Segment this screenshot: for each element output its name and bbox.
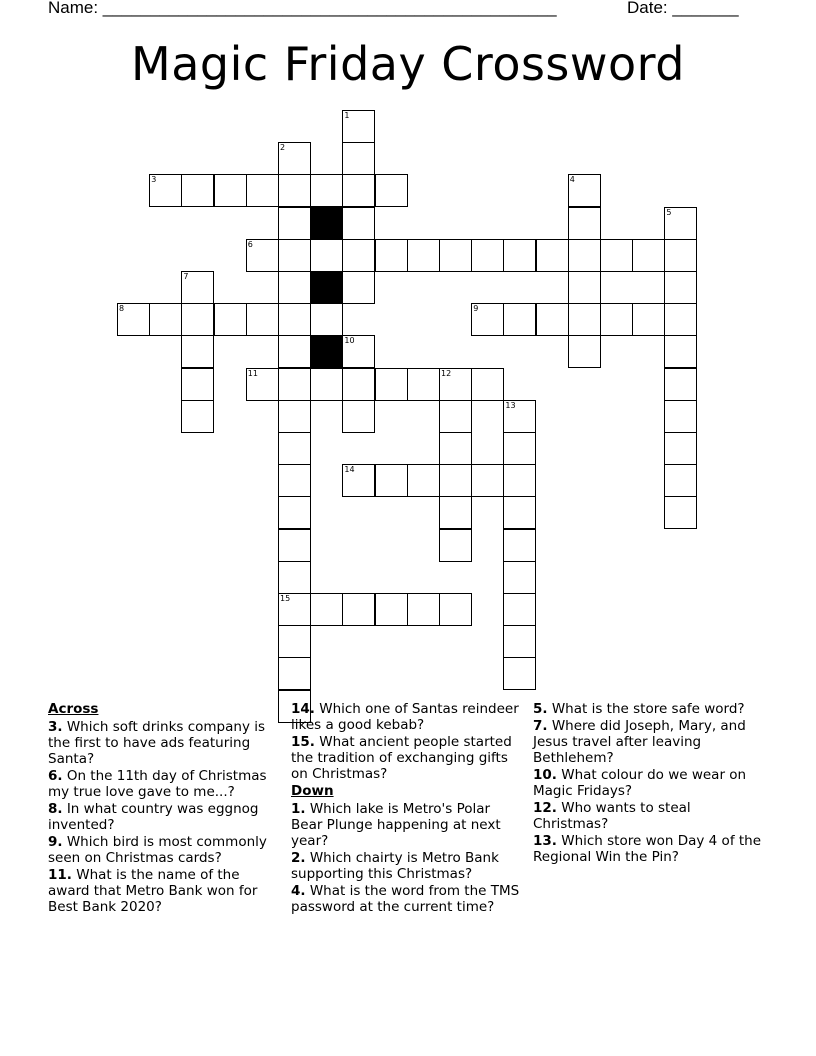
clue-number: 6.	[48, 768, 63, 784]
cell-number: 8	[119, 304, 125, 314]
clue-text: Which lake is Metro's Polar Bear Plunge happening at next year?	[291, 801, 501, 849]
grid-cell[interactable]	[439, 593, 472, 626]
cell-number: 2	[280, 143, 286, 153]
clue-number: 12.	[533, 800, 557, 816]
down-heading: Down	[291, 783, 334, 799]
grid-cell[interactable]	[407, 464, 440, 497]
grid-cell[interactable]	[342, 368, 375, 401]
clue-column-3	[533, 701, 763, 866]
cell-number: 7	[183, 272, 189, 281]
grid-cell[interactable]	[503, 625, 536, 658]
grid-cell[interactable]	[278, 432, 311, 465]
grid-cell[interactable]	[149, 303, 182, 336]
clue-number: 1.	[291, 801, 306, 817]
grid-cell[interactable]	[471, 368, 504, 401]
grid-cell[interactable]	[375, 174, 408, 207]
grid-cell[interactable]	[342, 593, 375, 626]
grid-cell[interactable]	[375, 239, 408, 272]
grid-cell[interactable]	[471, 239, 504, 272]
grid-cell[interactable]	[503, 593, 536, 626]
clue-down-1	[291, 801, 525, 849]
grid-cell[interactable]	[439, 432, 472, 465]
grid-cell[interactable]	[536, 303, 569, 336]
cell-number: 4	[569, 175, 575, 185]
grid-cell[interactable]	[503, 400, 536, 433]
grid-cell[interactable]	[503, 496, 536, 529]
grid-cell[interactable]	[181, 174, 214, 207]
clue-down-4	[291, 883, 525, 915]
grid-cell[interactable]	[664, 207, 697, 240]
clue-number: 5.	[533, 701, 548, 717]
cell-number: 3	[151, 175, 157, 185]
cell-number: 9	[473, 304, 479, 314]
clue-column-2	[291, 701, 525, 916]
grid-cell[interactable]	[664, 271, 697, 304]
grid-cell[interactable]	[342, 142, 375, 175]
clue-number: 9.	[48, 834, 63, 850]
grid-cell[interactable]	[568, 335, 601, 368]
grid-cell[interactable]	[503, 464, 536, 497]
clue-text: Which one of Santas reindeer likes a good kebab?	[291, 701, 519, 733]
grid-cell[interactable]	[310, 368, 343, 401]
grid-cell[interactable]	[471, 464, 504, 497]
clue-down-10	[533, 767, 763, 799]
grid-cell[interactable]	[278, 335, 311, 368]
grid-cell[interactable]	[278, 464, 311, 497]
grid-cell[interactable]	[407, 368, 440, 401]
grid-cell[interactable]	[375, 593, 408, 626]
clue-across-3	[48, 719, 280, 767]
grid-cell[interactable]	[568, 239, 601, 272]
grid-cell[interactable]	[342, 174, 375, 207]
grid-cell[interactable]	[278, 593, 311, 626]
clue-text: What is the name of the award that Metro Bank won for Best Bank 2020?	[48, 867, 258, 915]
grid-cell[interactable]	[342, 239, 375, 272]
grid-cell[interactable]	[503, 303, 536, 336]
clue-across-9	[48, 834, 280, 866]
clue-text: What is the word from the TMS password at the current time?	[291, 883, 520, 915]
date-field[interactable]: Date: _______	[627, 0, 739, 17]
cell-number: 10	[344, 336, 355, 346]
clue-number: 3.	[48, 719, 63, 735]
grid-cell[interactable]	[278, 303, 311, 336]
grid-cell[interactable]	[375, 368, 408, 401]
grid-cell[interactable]	[310, 593, 343, 626]
grid-cell[interactable]	[342, 464, 375, 497]
grid-cell[interactable]	[536, 239, 569, 272]
grid-cell[interactable]	[600, 303, 633, 336]
grid-cell[interactable]	[503, 657, 536, 690]
clue-number: 2.	[291, 850, 306, 866]
clue-number: 10.	[533, 767, 557, 783]
grid-cell[interactable]	[600, 239, 633, 272]
grid-cell[interactable]	[181, 271, 214, 304]
grid-cell[interactable]	[439, 464, 472, 497]
grid-cell[interactable]	[503, 561, 536, 594]
grid-cell[interactable]	[181, 400, 214, 433]
grid-cell[interactable]	[342, 207, 375, 240]
grid-cell[interactable]	[342, 271, 375, 304]
clue-number: 11.	[48, 867, 72, 883]
clue-text: Which soft drinks company is the first to have ads featuring Santa?	[48, 719, 266, 767]
grid-cell[interactable]	[664, 496, 697, 529]
grid-cell[interactable]	[664, 464, 697, 497]
grid-cell[interactable]	[568, 303, 601, 336]
clue-text: What is the store safe word?	[551, 701, 745, 717]
grid-cell[interactable]	[278, 174, 311, 207]
grid-cell[interactable]	[278, 271, 311, 304]
grid-cell[interactable]	[246, 368, 279, 401]
clue-number: 7.	[533, 718, 548, 734]
grid-cell[interactable]	[664, 303, 697, 336]
cell-number: 1	[344, 111, 350, 120]
clue-column-1	[48, 701, 280, 916]
grid-cell[interactable]	[375, 464, 408, 497]
grid-cell[interactable]	[181, 335, 214, 368]
grid-cell[interactable]	[664, 239, 697, 272]
grid-cell[interactable]	[664, 432, 697, 465]
cell-number: 14	[344, 465, 355, 475]
grid-cell[interactable]	[278, 657, 311, 690]
grid-cell[interactable]	[149, 174, 182, 207]
grid-cell[interactable]	[503, 432, 536, 465]
grid-cell[interactable]	[278, 496, 311, 529]
clue-text: What ancient people started the tradition of exchanging gifts on Christmas?	[291, 734, 512, 782]
grid-cell[interactable]	[278, 400, 311, 433]
grid-cell[interactable]	[278, 142, 311, 175]
clue-down-5	[533, 701, 763, 717]
grid-cell[interactable]	[439, 400, 472, 433]
grid-cell[interactable]	[471, 303, 504, 336]
grid-cell[interactable]	[246, 303, 279, 336]
grid-cell[interactable]	[342, 400, 375, 433]
grid-cell[interactable]	[664, 335, 697, 368]
grid-cell[interactable]	[503, 529, 536, 562]
grid-cell[interactable]	[439, 496, 472, 529]
grid-cell[interactable]	[278, 368, 311, 401]
grid-cell[interactable]	[632, 303, 665, 336]
cell-number: 6	[247, 239, 253, 249]
clue-down-12	[533, 800, 763, 832]
clue-text: Which store won Day 4 of the Regional Win the Pin?	[533, 833, 762, 865]
grid-cell[interactable]	[664, 400, 697, 433]
grid-cell[interactable]	[117, 303, 150, 336]
grid-cell[interactable]	[278, 625, 311, 658]
clue-across-14	[291, 701, 525, 733]
clue-number: 8.	[48, 801, 63, 817]
clue-across-15	[291, 734, 525, 782]
clue-down-13	[533, 833, 763, 865]
grid-cell[interactable]	[278, 207, 311, 240]
across-heading: Across	[48, 701, 99, 717]
grid-cell[interactable]	[568, 207, 601, 240]
clue-down-2	[291, 850, 525, 882]
grid-cell[interactable]	[278, 529, 311, 562]
clue-text: Who wants to steal Christmas?	[533, 800, 691, 832]
clue-number: 15.	[291, 734, 315, 750]
clue-text: In what country was eggnog invented?	[48, 801, 259, 833]
grid-cell[interactable]	[246, 239, 279, 272]
grid-cell[interactable]	[407, 593, 440, 626]
cell-number: 5	[666, 207, 672, 217]
grid-cell[interactable]	[439, 529, 472, 562]
cell-number: 11	[247, 368, 258, 378]
black-cell	[310, 335, 343, 368]
clue-number: 4.	[291, 883, 306, 899]
grid-cell[interactable]	[342, 110, 375, 143]
clue-number: 14.	[291, 701, 315, 717]
clue-across-8	[48, 801, 280, 833]
clue-text: On the 11th day of Christmas my true love gave to me...?	[48, 768, 267, 800]
page-title: Magic Friday Crossword	[131, 37, 685, 91]
grid-cell[interactable]	[214, 174, 247, 207]
cell-number: 13	[505, 400, 516, 410]
grid-cell[interactable]	[310, 239, 343, 272]
grid-cell[interactable]	[214, 303, 247, 336]
grid-cell[interactable]	[568, 174, 601, 207]
grid-cell[interactable]	[503, 239, 536, 272]
grid-cell[interactable]	[181, 368, 214, 401]
grid-cell[interactable]	[310, 303, 343, 336]
grid-cell[interactable]	[246, 174, 279, 207]
clue-number: 13.	[533, 833, 557, 849]
cell-number: 15	[280, 594, 291, 603]
clue-text: Where did Joseph, Mary, and Jesus travel after leaving Bethlehem?	[533, 718, 746, 766]
grid-cell[interactable]	[664, 368, 697, 401]
clue-across-6	[48, 768, 280, 800]
clue-across-11	[48, 867, 280, 915]
grid-cell[interactable]	[278, 561, 311, 594]
clue-text: Which chairty is Metro Bank supporting this Christmas?	[291, 850, 499, 882]
grid-cell[interactable]	[439, 239, 472, 272]
grid-cell[interactable]	[439, 368, 472, 401]
clue-text: Which bird is most commonly seen on Christmas cards?	[48, 834, 267, 866]
name-field[interactable]: Name: ________________________________________________	[48, 0, 557, 17]
grid-cell[interactable]	[342, 335, 375, 368]
black-cell	[310, 207, 343, 240]
black-cell	[310, 271, 343, 304]
grid-cell[interactable]	[310, 174, 343, 207]
grid-cell[interactable]	[181, 303, 214, 336]
grid-cell[interactable]	[568, 271, 601, 304]
cell-number: 12	[441, 368, 452, 378]
grid-cell[interactable]	[632, 239, 665, 272]
clue-text: What colour do we wear on Magic Fridays?	[533, 767, 747, 799]
grid-cell[interactable]	[407, 239, 440, 272]
clue-down-7	[533, 718, 763, 766]
grid-cell[interactable]	[278, 239, 311, 272]
